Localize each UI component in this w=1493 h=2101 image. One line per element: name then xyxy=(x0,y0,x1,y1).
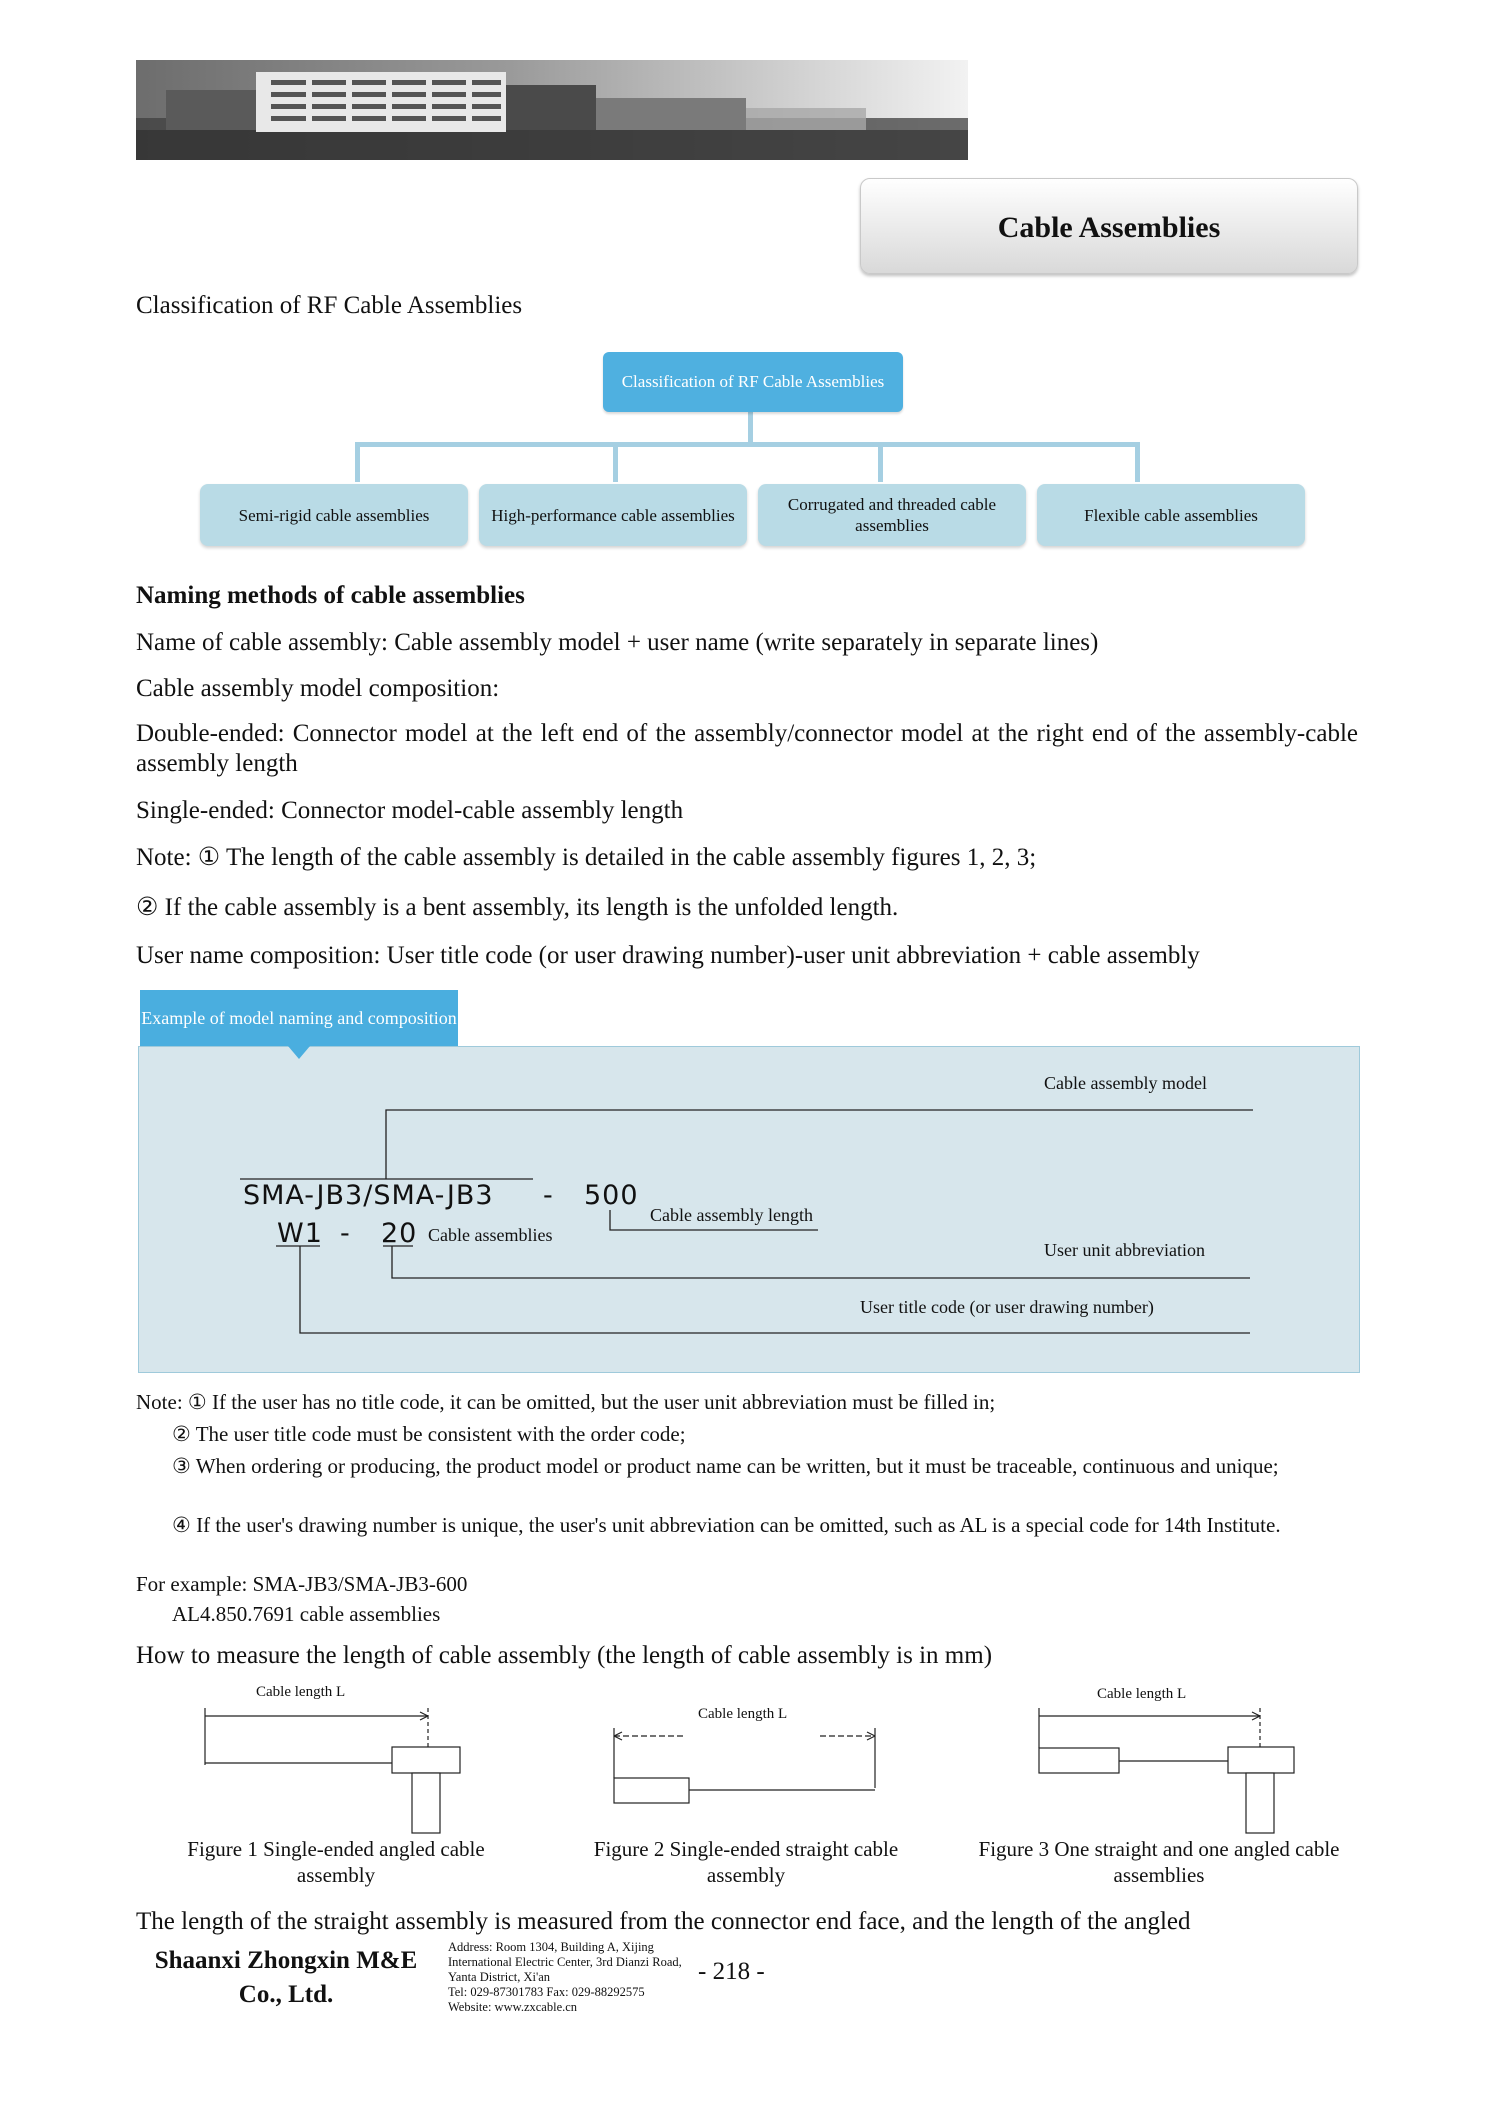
chart-node-semi-rigid: Semi-rigid cable assemblies xyxy=(200,484,468,546)
footer-address-block xyxy=(448,1940,684,2015)
naming-line-4: Single-ended: Connector model-cable assembly length xyxy=(136,797,684,824)
chart-root-node: Classification of RF Cable Assemblies xyxy=(603,352,903,412)
example-line-1: For example: SMA-JB3/SMA-JB3-600 xyxy=(136,1572,468,1596)
footer-website: Website: www.zxcable.cn xyxy=(448,2000,578,2014)
connector-line xyxy=(355,442,360,482)
figure-1-caption: Figure 1 Single-ended angled cable assembly xyxy=(187,1837,485,1887)
footer-tel: Tel: 029-87301783 Fax: 029-88292575 xyxy=(448,1985,645,1999)
naming-note-1: Note: ① The length of the cable assembly is detailed in the cable assembly figures 1, 2, 3; xyxy=(136,844,1037,871)
footer-address: Address: Room 1304, Building A, Xijing International Electric Center, 3rd Dianzi Road, Yanta District, Xi'an xyxy=(448,1940,682,1984)
label-user-title-code: User title code (or user drawing number) xyxy=(860,1297,1154,1317)
naming-heading: Naming methods of cable assemblies xyxy=(136,582,525,609)
fig1-length-label: Cable length L xyxy=(256,1684,346,1700)
example-tab: Example of model naming and composition xyxy=(140,990,458,1046)
example-suffix: Cable assemblies xyxy=(428,1225,553,1245)
footer-company: Shaanxi Zhongxin M&E Co., Ltd. xyxy=(154,1947,418,2008)
fig2-length-label: Cable length L xyxy=(698,1706,788,1722)
naming-line-3: Double-ended: Connector model at the left end of the assembly/connector model at the right end of the assembly-cable assembly length xyxy=(136,720,1358,777)
example-model-code: SMA-JB3/SMA-JB3 xyxy=(243,1180,494,1211)
chart-node-high-performance: High-performance cable assemblies xyxy=(479,484,747,546)
naming-line-5: User name composition: User title code (or user drawing number)-user unit abbreviation + cable assembly xyxy=(136,942,1200,969)
figure-2-drawing xyxy=(605,1720,895,1820)
naming-line-1: Name of cable assembly: Cable assembly model + user name (write separately in separate lines) xyxy=(136,629,1099,656)
measure-heading: How to measure the length of cable assembly (the length of cable assembly is in mm) xyxy=(136,1642,993,1669)
note-1: Note: ① If the user has no title code, it can be omitted, but the user unit abbreviation must be filled in; xyxy=(136,1390,996,1414)
chart-node-flexible: Flexible cable assemblies xyxy=(1037,484,1305,546)
example-line-2: AL4.850.7691 cable assemblies xyxy=(172,1602,441,1626)
example-dash: - xyxy=(340,1218,351,1249)
figure-1-drawing xyxy=(196,1700,476,1840)
label-user-unit-abbreviation: User unit abbreviation xyxy=(1044,1240,1205,1260)
fig3-length-label: Cable length L xyxy=(1097,1686,1187,1702)
label-cable-assembly-length: Cable assembly length xyxy=(650,1205,813,1225)
measure-tail-text: The length of the straight assembly is measured from the connector end face, and the length of the angled xyxy=(136,1908,1191,1935)
page-number: - 218 - xyxy=(698,1958,765,1985)
note-3: ③ When ordering or producing, the product model or product name can be written, but it must be traceable, continuous and unique; xyxy=(172,1454,1279,1478)
figure-2-caption: Figure 2 Single-ended straight cable assembly xyxy=(593,1837,899,1887)
page-title: Cable Assemblies xyxy=(997,211,1221,244)
example-length-value: 500 xyxy=(584,1180,639,1211)
example-user-code: W1 xyxy=(277,1218,323,1249)
naming-line-2: Cable assembly model composition: xyxy=(136,675,500,702)
connector-line xyxy=(1135,442,1140,482)
example-dash: - xyxy=(543,1180,554,1211)
connector-line xyxy=(748,412,753,442)
section-title: Classification of RF Cable Assemblies xyxy=(136,292,523,319)
label-cable-assembly-model: Cable assembly model xyxy=(1044,1073,1207,1093)
connector-line xyxy=(878,442,883,482)
note-2: ② The user title code must be consistent with the order code; xyxy=(172,1422,686,1446)
figure-3-drawing xyxy=(1030,1700,1310,1840)
figure-3-caption: Figure 3 One straight and one angled cable assemblies xyxy=(978,1837,1340,1887)
section-title-box xyxy=(860,178,1358,274)
header-banner-image xyxy=(136,60,968,160)
connector-line xyxy=(613,442,618,482)
connector-line xyxy=(355,442,1140,447)
naming-note-2: ② If the cable assembly is a bent assembly, its length is the unfolded length. xyxy=(136,894,899,921)
example-unit-code: 20 xyxy=(381,1218,418,1249)
chart-node-corrugated: Corrugated and threaded cable assemblies xyxy=(758,484,1026,546)
note-4: ④ If the user's drawing number is unique, the user's unit abbreviation can be omitted, such as AL is a special code for 14th Institute. xyxy=(172,1513,1281,1537)
